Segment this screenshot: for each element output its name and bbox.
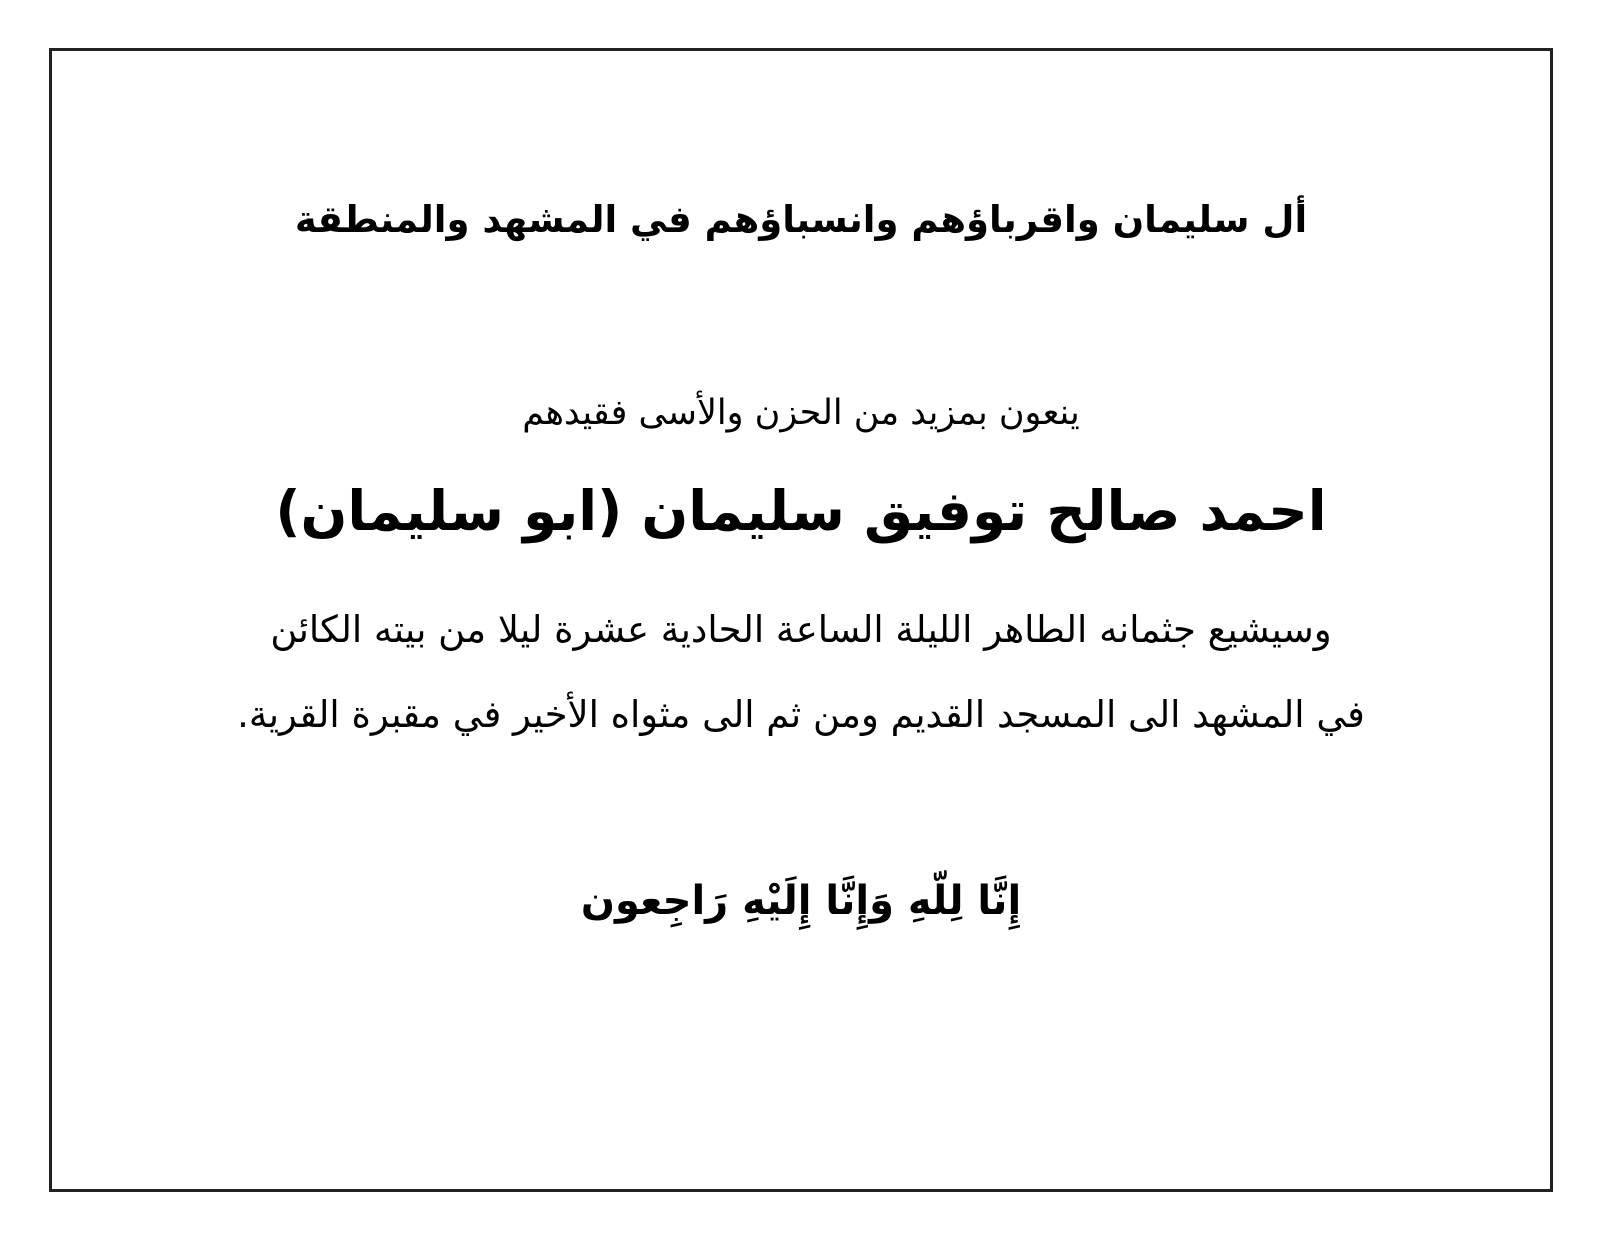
family-line: أل سليمان واقرباؤهم وانسباؤهم في المشهد والمنطقة: [294, 198, 1308, 241]
notice-frame: [49, 48, 1553, 1192]
mourning-line: ينعون بمزيد من الحزن والأسى فقيدهم: [522, 393, 1080, 433]
quran-verse: إِنَّا لِلّهِ وَإِنَّا إِلَيْهِ رَاجِعون: [580, 878, 1022, 924]
funeral-details-line-1: وسيشيع جثمانه الطاهر الليلة الساعة الحادية عشرة ليلا من بيته الكائن: [270, 608, 1332, 651]
deceased-name: احمد صالح توفيق سليمان (ابو سليمان): [275, 479, 1327, 543]
funeral-details-line-2: في المشهد الى المسجد القديم ومن ثم الى مثواه الأخير في مقبرة القرية.: [237, 693, 1365, 736]
